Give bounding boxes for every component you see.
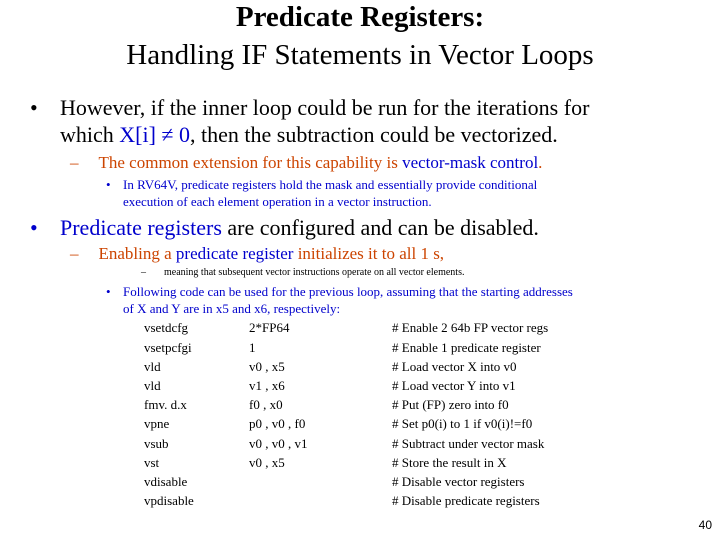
- bullet-marker: •: [30, 95, 38, 120]
- code-op: vpne: [144, 416, 170, 431]
- bullet-1-sub-post: .: [538, 153, 543, 172]
- code-args: 2*FP64: [249, 320, 290, 335]
- vector-mask-control-term: vector-mask control: [402, 153, 539, 172]
- code-op: vld: [144, 378, 161, 393]
- bullet-2-rest: are configured and can be disabled.: [221, 215, 539, 240]
- code-op: vpdisable: [144, 493, 194, 508]
- code-line: [0, 395, 720, 414]
- predicate-register-term: predicate register: [175, 244, 294, 263]
- code-op: vst: [144, 455, 160, 470]
- code-comment: # Store the result in X: [392, 455, 507, 470]
- code-line: [0, 472, 720, 491]
- code-args: f0 , x0: [249, 397, 283, 412]
- code-line: [0, 357, 720, 376]
- predicate-registers-term: Predicate registers: [60, 215, 222, 240]
- code-line: [0, 453, 720, 472]
- bullet-1: [30, 94, 589, 148]
- bullet-1-line-2: [60, 121, 589, 148]
- code-args: v0 , v0 , v1: [249, 436, 308, 451]
- dash-marker: –: [70, 244, 79, 263]
- slide-subtitle: Handling IF Statements in Vector Loops: [126, 39, 594, 71]
- bullet-1-line-2-post: , then the subtraction could be vectorized.: [190, 122, 558, 147]
- code-op: vld: [144, 359, 161, 374]
- code-args: v1 , x6: [249, 378, 285, 393]
- code-args: v0 , x5: [249, 359, 285, 374]
- bullet-1-sub: [70, 152, 542, 173]
- code-line: [0, 414, 720, 433]
- bullet-2-detail-line-1: Following code can be used for the previous loop, assuming that the starting addresses: [123, 284, 573, 299]
- bullet-1-detail-line-2: execution of each element operation in a vector instruction.: [123, 194, 432, 209]
- code-args: p0 , v0 , f0: [249, 416, 306, 431]
- dash-marker: –: [70, 153, 79, 172]
- code-line: [0, 376, 720, 395]
- bullet-2-sub-pre: Enabling a: [98, 244, 176, 263]
- bullet-2-line: [60, 214, 539, 241]
- bullet-1-sub-pre: The common extension for this capability is: [98, 153, 403, 172]
- code-op: vdisable: [144, 474, 188, 489]
- code-comment: # Subtract under vector mask: [392, 436, 545, 451]
- slide-title: Predicate Registers:: [235, 1, 485, 33]
- code-args: 1: [249, 340, 256, 355]
- bullet-2-sub-text: [99, 244, 445, 263]
- code-comment: # Put (FP) zero into f0: [392, 397, 509, 412]
- code-line: [0, 434, 720, 453]
- code-line: [0, 318, 720, 337]
- bullet-2-note: [141, 266, 464, 279]
- bullet-2-sub: [70, 243, 444, 264]
- code-op: vsetdcfg: [144, 320, 189, 335]
- bullet-2-note-text: meaning that subsequent vector instructions operate on all vector elements.: [164, 267, 465, 278]
- bullet-1-sub-text: [99, 153, 543, 172]
- page-number: 40: [698, 518, 712, 532]
- bullet-1-line-1: However, if the inner loop could be run for the iterations for: [60, 95, 590, 120]
- dash-marker: –: [141, 267, 146, 278]
- bullet-1-detail-line-1: In RV64V, predicate registers hold the mask and essentially provide conditional: [123, 177, 538, 192]
- code-line: [0, 491, 720, 510]
- code-comment: # Disable predicate registers: [392, 493, 540, 508]
- code-comment: # Load vector X into v0: [392, 359, 517, 374]
- code-comment: # Set p0(i) to 1 if v0(i)!=f0: [392, 416, 533, 431]
- code-op: vsetpcfgi: [144, 340, 192, 355]
- bullet-marker: •: [106, 284, 111, 299]
- code-comment: # Enable 1 predicate register: [392, 340, 541, 355]
- code-op: vsub: [144, 436, 169, 451]
- code-line: [0, 338, 720, 357]
- code-comment: # Disable vector registers: [392, 474, 525, 489]
- condition-expression: X[i] ≠ 0: [119, 122, 190, 147]
- bullet-2-sub-post: initializes it to all 1 s,: [293, 244, 445, 263]
- bullet-marker: •: [106, 177, 111, 192]
- code-op: fmv. d.x: [144, 397, 187, 412]
- bullet-2-detail: [106, 283, 573, 317]
- code-comment: # Load vector Y into v1: [392, 378, 516, 393]
- code-comment: # Enable 2 64b FP vector regs: [392, 320, 549, 335]
- bullet-1-line-2-pre: which: [60, 122, 120, 147]
- bullet-marker: •: [30, 215, 38, 240]
- bullet-2: [30, 214, 539, 241]
- bullet-1-detail: [106, 176, 537, 210]
- code-args: v0 , x5: [249, 455, 285, 470]
- bullet-2-detail-line-2: of X and Y are in x5 and x6, respectively:: [123, 301, 341, 316]
